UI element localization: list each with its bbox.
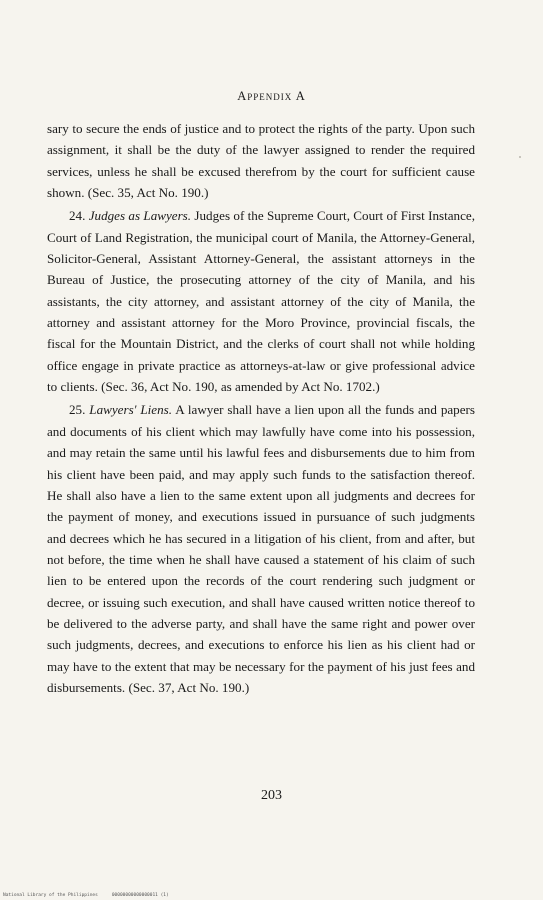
section-text: A lawyer shall have a lien upon all the funds and papers and documents of his client which may lawfully have come into his possession, and may retain the same until his lawful fees and disbursements due to him from his client have been paid, and may apply such funds to the satisfaction thereof. He shall also have a lien to the same extent upon all judgments and decrees for the payment of money, and executions issued in pursuance of such judgments and decrees which he has secured in a litigation of his client, from and after, but not before, the time when he shall have caused a statement of his claim of such lien to be entered upon the records of the court rendering such judgment or decree, or issuing such execution, and shall have caused written notice thereof to be delivered to the adverse party, and shall have the same right and power over such judgments, decrees, and executions to enforce his lien as his client had or may have to the extent that may be necessary for the payment of his just fees and disbursements. (Sec. 37, Act No. 190.) <box>47 402 475 695</box>
section-number: 25. <box>69 402 86 418</box>
footer-library: National Library of the Philippines <box>3 893 98 898</box>
section-text: Judges of the Supreme Court, Court of First Instance, Court of Land Registration, the municipal court of Manila, the Attorney-General, Solicitor-General, Assistant Attorney-General, the assistant attorneys in the Bureau of Justice, the prosecuting attorney of the city of Manila, and his assistants, the city attorney, and assistant attorney of the city of Manila, the attorney and assistant attorney for the Moro Province, provincial fiscals, the fiscal for the Mountain District, and the clerks of court shall not while holding office engage in private practice as attorneys-at-law or give professional advice to clients. (Sec. 36, Act No. 190, as amended by Act No. 1702.) <box>47 208 475 395</box>
page-number: 203 <box>261 788 282 803</box>
section-title: Lawyers' Liens. <box>89 402 173 418</box>
scan-speck <box>519 156 521 158</box>
section-paragraph-24 <box>47 205 475 397</box>
running-head: Appendix A <box>237 89 306 103</box>
section-number: 24. <box>69 208 86 224</box>
section-paragraph-25 <box>47 399 475 698</box>
scan-footer <box>3 893 169 898</box>
section-title: Judges as Lawyers. <box>88 208 192 224</box>
continuation-paragraph: sary to secure the ends of justice and to protect the rights of the party. Upon such assignment, it shall be the duty of the lawyer assigned to render the required services, unless he shall be excused therefrom by the court for sufficient cause shown. (Sec. 35, Act No. 190.) <box>47 121 475 201</box>
footer-code: 00000000000000011 (1) <box>111 893 169 898</box>
body-text <box>47 118 475 698</box>
